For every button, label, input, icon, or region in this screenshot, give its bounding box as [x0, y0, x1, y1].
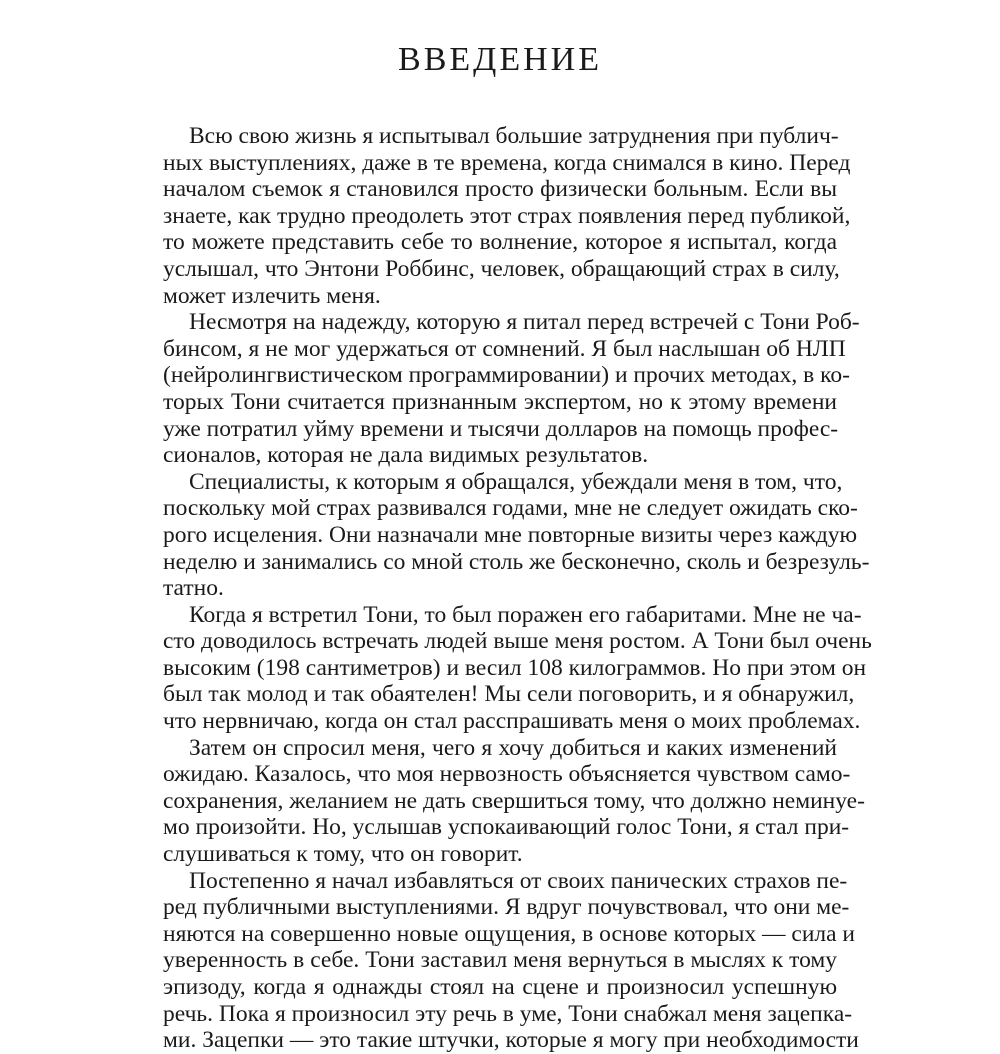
text-line: услышал, что Энтони Роббинс, человек, обращающий страх в силу,	[163, 255, 840, 282]
chapter-title: ВВЕДЕНИЕ	[398, 41, 602, 78]
text-line: сто доводилось встречать людей выше меня ростом. А Тони был очень	[163, 628, 872, 655]
text-line: был так молод и так обаятелен! Мы сели поговорить, и я обнаружил,	[163, 681, 855, 708]
text-line: ред публичными выступлениями. Я вдруг почувствовал, что они ме-	[163, 894, 850, 921]
text-line: ных выступлениях, даже в те времена, когда снимался в кино. Перед	[163, 149, 851, 176]
text-line: высоким (198 сантиметров) и весил 108 килограммов. Но при этом он	[163, 654, 867, 681]
text-line: слушиваться к тому, что он говорит.	[163, 841, 523, 868]
paragraph	[163, 468, 870, 602]
text-line: что нервничаю, когда он стал расспрашивать меня о моих проблемах.	[163, 708, 861, 735]
text-line: эпизоду, когда я однажды стоял на сцене и произносил успешную	[163, 974, 837, 1000]
body-text	[163, 123, 872, 1054]
text-line: сионалов, которая не дала видимых результатов.	[163, 442, 649, 469]
text-line: рого исцеления. Они назначали мне повторные визиты через каждую	[163, 521, 858, 548]
text-line: Несмотря на надежду, которую я питал перед встречей с Тони Роб-	[189, 309, 860, 336]
paragraph	[163, 123, 851, 309]
text-line: Затем он спросил меня, чего я хочу добиться и каких изменений	[189, 734, 837, 761]
text-line: мо произойти. Но, услышав успокаивающий голос Тони, я стал при-	[163, 814, 850, 841]
text-line: Когда я встретил Тони, то был поражен его габаритами. Мне не ча-	[189, 601, 862, 628]
text-line: (нейролингвистическом программировании) и прочих методах, в ко-	[163, 362, 850, 389]
text-line: Всю свою жизнь я испытывал большие затруднения при публич-	[189, 123, 839, 149]
text-line: уверенность в себе. Тони заставил меня вернуться в мыслях к тому	[163, 947, 837, 974]
text-line: татно.	[163, 575, 224, 602]
text-line: уже потратил уйму времени и тысячи долларов на помощь профес-	[163, 415, 839, 442]
text-line: то можете представить себе то волнение, которое я испытал, когда	[163, 229, 837, 256]
text-line: Постепенно я начал избавляться от своих панических страхов пе-	[189, 867, 848, 894]
text-line: неделю и занимались со мной столь же бесконечно, сколь и безрезуль-	[163, 548, 870, 575]
text-line: Специалисты, к которым я обращался, убеждали меня в том, что,	[189, 468, 843, 495]
paragraph	[163, 867, 859, 1054]
text-line: бинсом, я не мог удержаться от сомнений. Я был наслышан об НЛП	[163, 335, 846, 362]
text-line: речь. Пока я произносил эту речь в уме, Тони снабжал меня зацепка-	[163, 1000, 853, 1027]
text-line: началом съемок я становился просто физически больным. Если вы	[163, 176, 837, 203]
text-line: торых Тони считается признанным экспертом, но к этому времени	[163, 388, 837, 415]
text-line: поскольку мой страх развивался годами, мне не следует ожидать ско-	[163, 495, 858, 522]
text-line: может излечить меня.	[163, 282, 381, 309]
text-line: знаете, как трудно преодолеть этот страх появления перед публикой,	[163, 202, 851, 229]
text-line: няются на совершенно новые ощущения, в основе которых — сила и	[163, 920, 856, 947]
paragraph	[163, 734, 865, 868]
paragraph	[163, 601, 872, 735]
text-line: ожидаю. Казалось, что моя нервозность объясняется чувством само-	[163, 761, 851, 788]
paragraph	[163, 309, 860, 469]
text-line: ми. Зацепки — это такие штучки, которые я могу при необходимости	[163, 1027, 859, 1054]
text-line: сохранения, желанием не дать свершиться тому, что должно неминуе-	[163, 787, 865, 814]
